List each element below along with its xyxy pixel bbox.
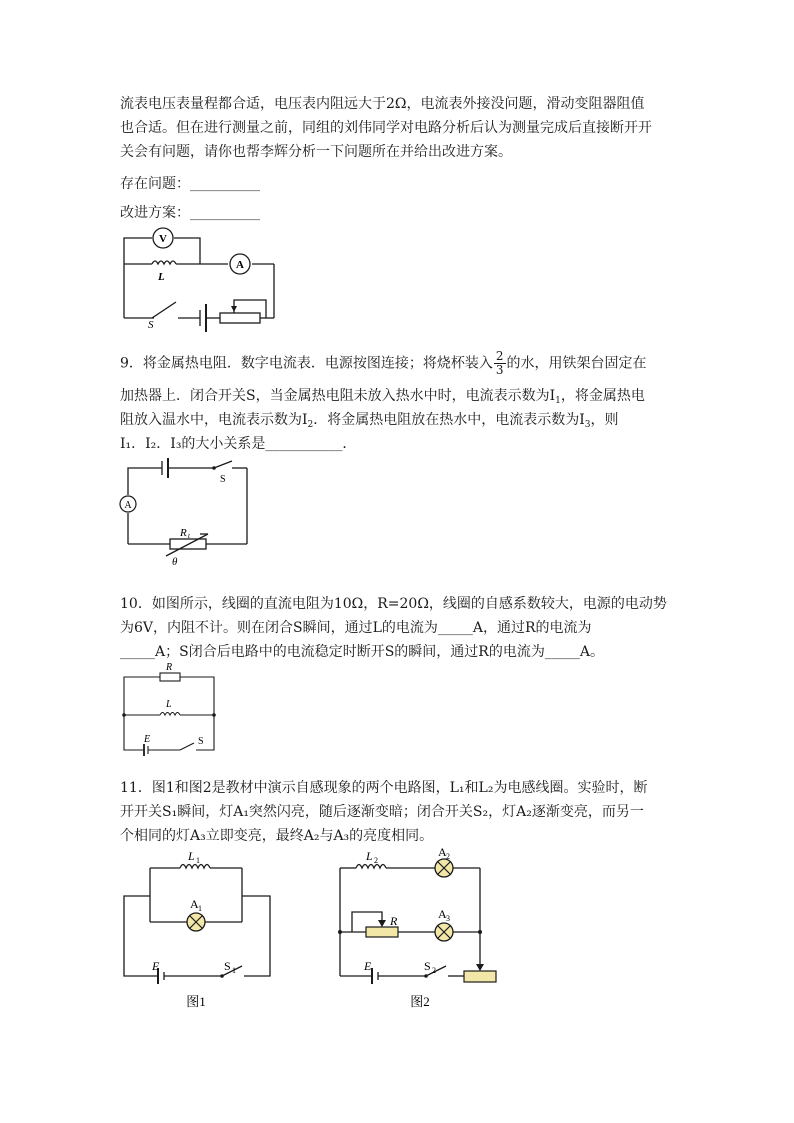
q9-theta-label: θ	[172, 556, 178, 568]
q9-line1-a: 9．将金属热电阻．数字电流表．电源按图连接；将烧杯装入	[120, 355, 493, 372]
q9-line2-b: ，将金属热电	[560, 388, 645, 404]
q10-line2: 为6V，内阻不计。则在闭合S瞬间，通过L的电流为_____A，通过R的电流为	[120, 620, 592, 636]
q9-line1	[120, 350, 680, 377]
fig2-lamp3-sub: 3	[446, 914, 450, 923]
q9-line3-a: 阻放入温水中，电流表示数为I	[120, 412, 308, 428]
q9-line4: I₁．I₂．I₃的大小关系是___________．	[120, 436, 357, 452]
q9-line3-sub: 2	[307, 420, 314, 430]
fig1-lamp-sub: 1	[198, 904, 202, 913]
q8-problem-row	[120, 172, 680, 196]
q8-problem-label: 存在问题：	[120, 176, 190, 192]
slider-arrow-icon	[231, 306, 237, 312]
q8-plan-blank[interactable]: __________	[190, 205, 260, 221]
q8-plan-row	[120, 201, 680, 225]
q9-resistor-label: R	[180, 527, 187, 539]
q8-circuit-figure	[116, 226, 286, 332]
junction-dot	[212, 713, 216, 717]
rheostat-r	[366, 927, 398, 937]
q9-line1-b: 的水，用铁架台固定在	[506, 355, 647, 372]
q9-fraction	[494, 350, 506, 377]
q11-text	[120, 776, 680, 848]
q11-line1: 11．图1和图2是教材中演示自感现象的两个电路图，L₁和L₂为电感线圈。实验时，断	[120, 780, 648, 796]
fig2-lamp2-sub: 2	[446, 852, 450, 861]
q11-line2: 开开关S₁瞬间，灯A₁突然闪亮，随后逐渐变暗；闭合开关S₂，灯A₂逐渐变亮，而另一	[120, 804, 644, 820]
fig1-inductor-sub: 1	[196, 856, 200, 865]
switch-pivot-icon	[212, 466, 216, 470]
q9-circuit-figure	[116, 458, 256, 568]
q9-ammeter-label: A	[124, 500, 132, 511]
q9-line3-c: ，则	[590, 412, 619, 428]
voltmeter-label: V	[159, 233, 167, 245]
fig1-inductor-label: L	[188, 849, 195, 863]
slider-arrow-icon	[476, 964, 484, 971]
q9-line3-b: ．将金属热电阻放在热水中，电流表示数为I	[313, 412, 585, 428]
q11-figure-1	[118, 846, 278, 1014]
q9-switch-label: S	[220, 474, 226, 485]
q8-intro	[120, 92, 680, 164]
switch-pivot-icon	[424, 974, 428, 978]
q9-line2-a: 加热器上．闭合开关S，当金属热电阻未放入热水中时，电流表示数为I	[120, 388, 556, 404]
q8-line2: 也合适。但在进行测量之前，同组的刘伟同学对电路分析后认为测量完成后直接断开开	[120, 120, 652, 136]
q8-line1: 流表电压表量程都合适，电压表内阻远大于2Ω，电流表外接没问题，滑动变阻器阻值	[120, 96, 645, 112]
q9-line2-sub: 1	[555, 396, 561, 406]
q10-circuit-figure	[118, 660, 218, 756]
q9-resistor-sub: t	[188, 532, 190, 540]
fig2-inductor-label: L	[366, 849, 373, 863]
q8-problem-blank[interactable]: __________	[190, 176, 260, 192]
junction-dot	[338, 930, 342, 934]
q8-line3: 关会有问题，请你也帮李辉分析一下问题所在并给出改进方案。	[120, 144, 512, 160]
q10-inductor-label: L	[166, 699, 172, 710]
q11-line3: 个相同的灯A₃立即变亮，最终A₂与A₃的亮度相同。	[120, 828, 434, 844]
rheostat-2	[464, 971, 496, 982]
q10-line1: 10．如图所示，线圈的直流电阻为10Ω，R=20Ω，线圈的自感系数较大，电源的电动势	[120, 596, 667, 612]
q8-plan-label: 改进方案：	[120, 205, 190, 221]
q10-resistor-label: R	[166, 662, 173, 673]
junction-dot	[478, 930, 482, 934]
frac-numerator: 2	[495, 349, 504, 363]
junction-dot	[122, 713, 126, 717]
fig2-switch-label: S	[424, 959, 431, 973]
q9-line3-sub2: 3	[584, 420, 591, 430]
fig2-source-label: E	[364, 959, 372, 973]
q10-switch-label: S	[198, 736, 204, 747]
fig1-lamp-label: A	[190, 897, 199, 911]
switch-label: S	[148, 319, 154, 331]
ammeter-label: A	[236, 259, 244, 271]
fig1-caption: 图1	[186, 994, 206, 1009]
fig1-switch-sub: 1	[232, 966, 236, 975]
fig2-lamp3-label: A	[438, 907, 447, 921]
fig2-inductor-sub: 2	[374, 856, 378, 865]
switch-pivot-icon	[220, 974, 224, 978]
q10-line3: _____A；S闭合后电路中的电流稳定时断开S的瞬间，通过R的电流为_____A。	[120, 644, 604, 660]
q10-text	[120, 592, 680, 664]
frac-denominator: 3	[495, 363, 504, 377]
fig1-switch-label: S	[224, 959, 231, 973]
q10-source-label: E	[144, 734, 151, 745]
fig2-lamp2-label: A	[438, 846, 447, 859]
fig1-source-label: E	[152, 959, 160, 973]
q11-figure-2	[334, 846, 504, 1014]
fig2-resistor-label: R	[390, 914, 398, 928]
slider-arrow-icon	[378, 920, 386, 927]
fig2-switch-sub: 2	[432, 966, 436, 975]
inductor-label: L	[158, 271, 165, 283]
fig2-caption: 图2	[410, 994, 430, 1009]
